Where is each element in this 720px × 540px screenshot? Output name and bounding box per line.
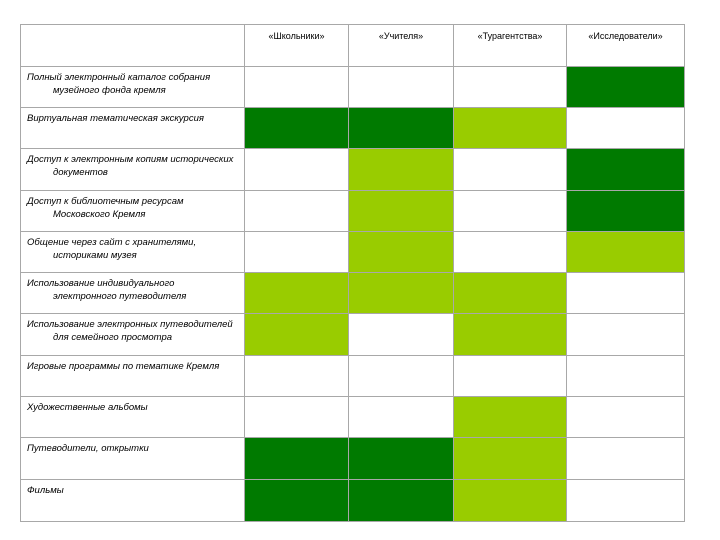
matrix-cell-none — [245, 149, 349, 191]
matrix-cell-none — [454, 149, 567, 191]
row-label-cell — [21, 356, 245, 397]
matrix-cell-none — [245, 232, 349, 273]
row-label-cell — [21, 232, 245, 273]
matrix-cell-none — [349, 67, 454, 108]
table-row — [21, 356, 685, 397]
row-label: Фильмы — [27, 485, 64, 496]
matrix-cell-none — [454, 356, 567, 397]
row-label: Путеводители, открытки — [27, 443, 149, 454]
matrix-cell-light — [454, 273, 567, 314]
matrix-cell-dark — [349, 108, 454, 149]
matrix-cell-dark — [245, 480, 349, 522]
table-row — [21, 438, 685, 480]
matrix-cell-none — [349, 314, 454, 356]
matrix-cell-none — [245, 191, 349, 232]
matrix-cell-none — [454, 232, 567, 273]
row-label-cell — [21, 67, 245, 108]
matrix-body — [21, 67, 685, 522]
row-label: Полный электронный каталог собрания музейного фонда кремля — [27, 72, 211, 96]
row-label: Общение через сайт с хранителями, историками музея — [27, 237, 197, 261]
column-header: «Турагентства» — [454, 25, 567, 67]
matrix-cell-none — [567, 480, 685, 522]
row-label: Использование электронных путеводителей для семейного просмотра — [27, 319, 233, 343]
row-label-cell — [21, 191, 245, 232]
table-row — [21, 67, 685, 108]
column-header: «Исследователи» — [567, 25, 685, 67]
matrix-cell-none — [245, 67, 349, 108]
matrix-cell-none — [454, 191, 567, 232]
matrix-cell-none — [567, 314, 685, 356]
matrix-cell-none — [567, 356, 685, 397]
matrix-cell-none — [567, 397, 685, 438]
matrix-cell-none — [567, 273, 685, 314]
row-label-cell — [21, 149, 245, 191]
matrix-cell-light — [245, 273, 349, 314]
matrix-cell-none — [567, 108, 685, 149]
column-header: «Учителя» — [349, 25, 454, 67]
table-row — [21, 232, 685, 273]
table-row — [21, 149, 685, 191]
table-row — [21, 480, 685, 522]
row-label-cell — [21, 314, 245, 356]
matrix-cell-light — [454, 397, 567, 438]
matrix-cell-none — [349, 397, 454, 438]
matrix-cell-dark — [349, 480, 454, 522]
matrix-cell-none — [349, 356, 454, 397]
matrix-cell-none — [454, 67, 567, 108]
table-row — [21, 191, 685, 232]
matrix-cell-dark — [567, 67, 685, 108]
matrix-cell-dark — [567, 149, 685, 191]
services-audience-matrix — [20, 24, 685, 522]
row-label: Художественные альбомы — [27, 402, 148, 413]
table-row — [21, 273, 685, 314]
row-label: Использование индивидуального электронного путеводителя — [27, 278, 187, 302]
row-label-cell — [21, 438, 245, 480]
matrix-cell-none — [245, 397, 349, 438]
row-label-cell — [21, 108, 245, 149]
matrix-cell-dark — [245, 438, 349, 480]
matrix-cell-light — [454, 438, 567, 480]
matrix-cell-dark — [567, 191, 685, 232]
corner-cell — [21, 25, 245, 67]
row-label-cell — [21, 273, 245, 314]
row-label-cell — [21, 480, 245, 522]
matrix-cell-light — [349, 191, 454, 232]
row-label-cell — [21, 397, 245, 438]
matrix-cell-dark — [245, 108, 349, 149]
matrix-cell-none — [567, 438, 685, 480]
matrix-cell-light — [349, 232, 454, 273]
matrix-cell-light — [567, 232, 685, 273]
matrix-cell-light — [454, 108, 567, 149]
row-label: Доступ к библиотечным ресурсам Московского Кремля — [27, 196, 184, 220]
matrix-cell-light — [349, 273, 454, 314]
matrix-cell-light — [349, 149, 454, 191]
row-label: Виртуальная тематическая экскурсия — [27, 113, 204, 124]
matrix-cell-light — [454, 314, 567, 356]
row-label: Игровые программы по тематике Кремля — [27, 361, 220, 372]
header-row — [21, 25, 685, 67]
matrix-cell-dark — [349, 438, 454, 480]
matrix-cell-none — [245, 356, 349, 397]
table-row — [21, 397, 685, 438]
column-header: «Школьники» — [245, 25, 349, 67]
table-row — [21, 314, 685, 356]
matrix-cell-light — [245, 314, 349, 356]
matrix-cell-light — [454, 480, 567, 522]
row-label: Доступ к электронным копиям исторических документов — [27, 154, 234, 178]
table-row — [21, 108, 685, 149]
